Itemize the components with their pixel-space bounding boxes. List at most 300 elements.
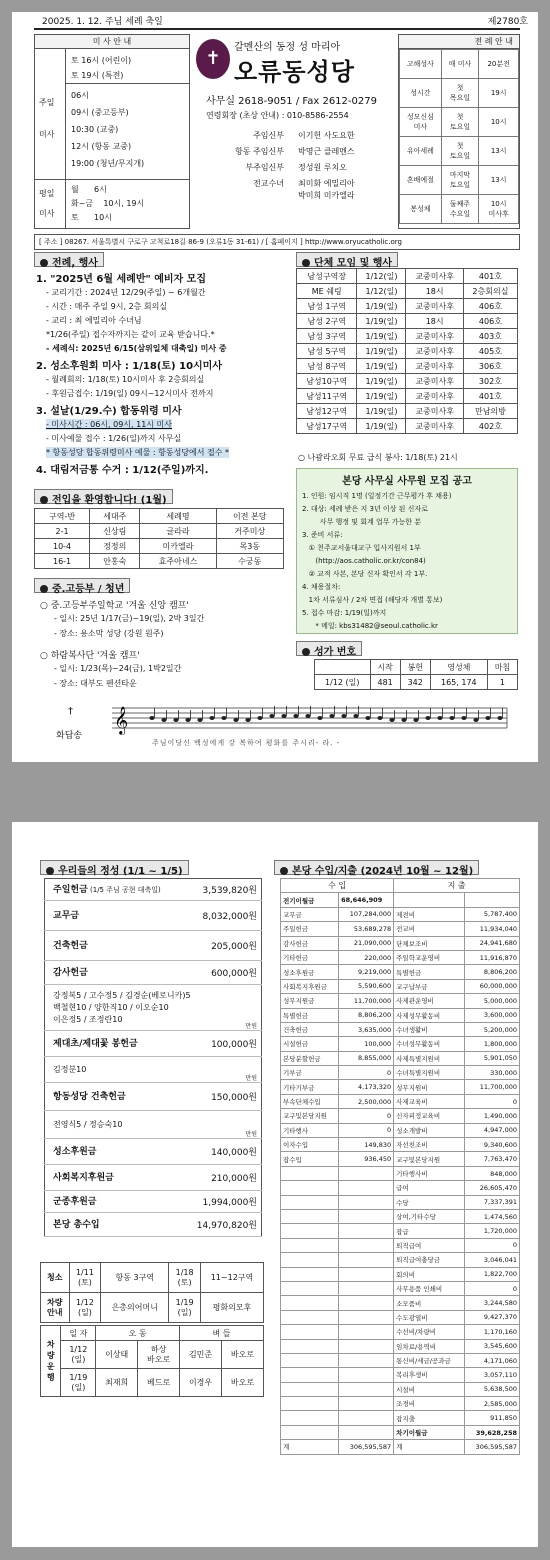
job-notice-line: ② 교적 사본, 본당 신자 확인서 각 1부.: [302, 570, 428, 578]
finance-row: [281, 936, 520, 950]
finance-cell: 21,090,000: [339, 936, 394, 950]
finance-cell: 퇴직급여: [394, 1238, 465, 1252]
finance-cell: 11,700,000: [339, 994, 394, 1008]
rite-row: [400, 79, 519, 108]
car-cell: 최재희: [96, 1369, 138, 1397]
psalm-label: 화답송: [56, 731, 83, 741]
finance-cell: 149,830: [339, 1138, 394, 1152]
finance-cell: 제전비: [394, 907, 465, 921]
sunday-mass-item: 09시 (중고등부): [71, 108, 129, 117]
offering-row: [45, 931, 262, 961]
finance-cell: 11,916,870: [464, 950, 519, 964]
music-note: [329, 714, 334, 718]
finance-row: [281, 1238, 520, 1252]
hymn-header-cell: [315, 660, 371, 675]
weekday-mass-item: 토 10시: [71, 213, 112, 222]
car-label: 차 량 운 행: [41, 1326, 61, 1397]
finance-cell: 수녀특별지원비: [394, 1066, 465, 1080]
finance-cell: 1,822,700: [464, 1267, 519, 1281]
group-cell: 306호: [463, 359, 517, 374]
group-cell: 남성 3구역: [297, 329, 357, 344]
liturgy-item: * 항동성당 합동위령미사 예물 : 항동성당에서 접수 *: [46, 448, 230, 457]
group-cell: 남성구역장: [297, 269, 357, 284]
section-hymn: [296, 641, 362, 656]
finance-cell: 53,689,278: [339, 922, 394, 936]
finance-cell: [281, 1325, 339, 1339]
offering-label: 김정분10: [53, 1064, 87, 1074]
group-cell: 402호: [463, 419, 517, 434]
finance-cell: 성소후원금: [281, 965, 339, 979]
finance-header-income: 수 입: [281, 879, 394, 893]
hymn-header-cell: 봉헌: [400, 660, 430, 675]
welcome-cell: 목3동: [216, 539, 283, 554]
offering-label-cell: [45, 879, 195, 901]
staff-name: 이기헌 사도요한: [298, 131, 355, 140]
car-cell: 하상 바오로: [138, 1341, 180, 1369]
welcome-cell: 효주아네스: [140, 554, 216, 569]
group-cell: 406호: [463, 314, 517, 329]
finance-cell: 9,219,000: [339, 965, 394, 979]
offering-label: 제대초/제대꽃 봉헌금: [53, 1038, 138, 1049]
liturgy-item: - 후원금접수: 1/19(일) 09시~12시미사 전까지: [46, 389, 214, 398]
finance-row: [281, 1267, 520, 1281]
youth-item: - 일시: 25년 1/17(금)~19(일), 2박 3일간: [54, 614, 205, 623]
finance-cell: [339, 1281, 394, 1295]
staff-role: 부주임신부: [245, 163, 284, 172]
music-note: [497, 716, 502, 720]
group-cell: 18시: [406, 284, 463, 299]
finance-row: [281, 1382, 520, 1396]
rite-table: [399, 49, 519, 224]
offering-row: [45, 1165, 262, 1191]
finance-cell: [281, 1281, 339, 1295]
offering-row: [45, 1083, 262, 1111]
offering-value: 150,000원: [195, 1083, 262, 1111]
car-schedule-table: [40, 1325, 264, 1397]
offering-label-cell: [45, 961, 195, 985]
finance-total-row-cell: 계: [394, 1440, 465, 1454]
rite-cell: 성모신심 미사: [400, 108, 442, 137]
finance-table: [280, 878, 520, 1455]
group-cell: 401호: [463, 269, 517, 284]
group-cell: 302호: [463, 374, 517, 389]
finance-cell: [339, 1411, 394, 1425]
address-bar: [ 주소 ] 08267. 서울특별시 구로구 고척로18길 86-9 (오류1동 31-61) / [ 홈페이지 ] http://www.oryucatholic.org: [34, 234, 520, 250]
finance-cell: [281, 1267, 339, 1281]
finance-cell: [339, 1224, 394, 1238]
bullet-icon: [40, 496, 48, 504]
hymn-cell: 1/12 (일): [315, 675, 371, 690]
bullet-icon: [40, 259, 48, 267]
music-note: [161, 718, 166, 722]
group-cell: 남성10구역: [297, 374, 357, 389]
page-2: [12, 822, 538, 1547]
staff-row: [206, 162, 396, 174]
section-offering-title: 우리들의 정성 (1/1 ~ 1/5): [58, 866, 183, 877]
finance-row: [281, 1310, 520, 1324]
music-note: [173, 718, 178, 722]
job-notice-line: 1. 인원: 임시직 1명 (일정기간 근무평가 후 채용): [302, 492, 452, 500]
finance-cell: 교구및본당지원: [394, 1152, 465, 1166]
svg-text:𝄞: 𝄞: [114, 706, 129, 734]
music-note: [293, 714, 298, 718]
psalm-music-staff: [112, 702, 512, 736]
car-cell: 이경우: [180, 1369, 222, 1397]
finance-row: [281, 1224, 520, 1238]
cleaning-row-cell: 11~12구역: [200, 1263, 263, 1293]
music-note: [485, 716, 490, 720]
music-note: [401, 718, 406, 722]
cleaning-row: [41, 1263, 264, 1293]
finance-cell: [281, 1296, 339, 1310]
finance-cell: 교무금: [281, 907, 339, 921]
car-cell: 이상태: [96, 1341, 138, 1369]
car-cell: 바오로: [222, 1369, 264, 1397]
finance-cell: [339, 1353, 394, 1367]
music-note: [317, 716, 322, 720]
usher-row-cell: 평화의모후: [200, 1293, 263, 1323]
music-note: [437, 716, 442, 720]
cleaning-usher-table: [40, 1262, 264, 1323]
finance-row: [281, 922, 520, 936]
music-note: [281, 714, 286, 718]
offering-label: 본당 총수입: [53, 1219, 100, 1230]
finance-row: [281, 1123, 520, 1137]
cleaning-row-cell: 1/11 (토): [69, 1263, 101, 1293]
offering-label: 사회복지후원금: [53, 1172, 114, 1183]
finance-cell: [339, 1339, 394, 1353]
finance-cell: 특별헌금: [281, 1008, 339, 1022]
finance-cell: 퇴직급여충당금: [394, 1253, 465, 1267]
finance-row: [281, 1037, 520, 1051]
finance-cell: 교구납부금: [394, 979, 465, 993]
group-cell: 남성 1구역: [297, 299, 357, 314]
hymn-header-cell: 시작: [370, 660, 400, 675]
job-notice-title: 본당 사무실 사무원 모집 공고: [342, 476, 472, 487]
finance-cell: 수당: [394, 1195, 465, 1209]
welcome-cell: 정정의: [90, 539, 140, 554]
music-note: [197, 718, 202, 722]
group-cell: 1/19(일): [357, 404, 406, 419]
finance-cell: 4,173,320: [339, 1080, 394, 1094]
finance-cell: 911,850: [464, 1411, 519, 1425]
music-note: [389, 718, 394, 722]
rite-cell: 20분전: [479, 50, 519, 79]
group-row: [297, 419, 518, 434]
bullet-icon: [302, 259, 310, 267]
offering-label: 전영식5 / 정승숙10: [53, 1119, 123, 1129]
car-header-row: [41, 1326, 264, 1341]
finance-cell: 잡지출: [394, 1411, 465, 1425]
staff-row: [206, 130, 396, 142]
finance-cell: 60,000,000: [464, 979, 519, 993]
offering-label: 교무금: [53, 910, 80, 921]
car-cell: 베드로: [138, 1369, 180, 1397]
group-cell: 1/19(일): [357, 359, 406, 374]
rite-cell: 고해성사: [400, 50, 442, 79]
offering-sublabel: (1/5 주님 공현 대축일): [87, 885, 161, 894]
finance-carry-label: 전기이월금: [281, 893, 339, 907]
finance-cell: 5,901,050: [464, 1051, 519, 1065]
finance-cell: 5,787,400: [464, 907, 519, 921]
finance-cell: 26,605,470: [464, 1181, 519, 1195]
finance-cell: 조경비: [394, 1397, 465, 1411]
finance-cell: 936,450: [339, 1152, 394, 1166]
rite-cell: 마지막 토요일: [441, 166, 479, 195]
music-note: [461, 716, 466, 720]
rite-header: 전 례 안 내: [399, 35, 519, 49]
finance-cell: [281, 1397, 339, 1411]
section-liturgy-title: 전례, 행사: [52, 258, 98, 269]
rite-cell: 19시: [479, 79, 519, 108]
finance-row: [281, 1051, 520, 1065]
offering-label: 주일헌금: [53, 884, 88, 895]
welcome-table: [34, 508, 284, 569]
church-name: 오류동성당: [234, 58, 355, 86]
sunday-mass-item: 06시: [71, 91, 89, 100]
group-cell: 1/19(일): [357, 314, 406, 329]
finance-row: [281, 950, 520, 964]
section-finance: [274, 860, 479, 875]
finance-cell: 복리후생비: [394, 1368, 465, 1382]
bulletin-date: 20025. 1. 12. 주님 세례 축일: [42, 17, 163, 27]
finance-cell: 임차료/용역비: [394, 1339, 465, 1353]
music-note: [209, 716, 214, 720]
finance-row: [281, 1138, 520, 1152]
mass-info-box: [34, 34, 190, 229]
finance-row: [281, 1008, 520, 1022]
finance-cell: 1,474,560: [464, 1209, 519, 1223]
hymn-table: [314, 659, 518, 690]
finance-cell: 2,500,000: [339, 1094, 394, 1108]
music-note: [341, 714, 346, 718]
finance-cell: [339, 1310, 394, 1324]
offering-row: [45, 1139, 262, 1165]
finance-cell: 11,700,000: [464, 1080, 519, 1094]
job-notice-line: ① 천주교서울대교구 입사지원서 1부: [302, 544, 421, 552]
finance-row: [281, 1166, 520, 1180]
liturgy-item: - 시간 : 매주 주일 9시, 2층 회의실: [46, 302, 168, 311]
finance-cell: [339, 1397, 394, 1411]
finance-cell: 이자수입: [281, 1138, 339, 1152]
offering-label-cell: [45, 1165, 195, 1191]
weekday-label: 평일: [39, 189, 55, 198]
finance-cell: 11,934,040: [464, 922, 519, 936]
sunday-mass-item: 10:30 (교중): [71, 125, 119, 134]
finance-row: [281, 994, 520, 1008]
finance-cell: 건축헌금: [281, 1022, 339, 1036]
finance-cell: [281, 1181, 339, 1195]
job-notice-line: 4. 채용절차:: [302, 583, 341, 591]
mass-header: 미 사 안 내: [35, 35, 189, 49]
finance-cell: 8,855,000: [339, 1051, 394, 1065]
finance-row: [281, 1296, 520, 1310]
offering-value: 만원: [195, 985, 262, 1031]
offering-value: 만원: [195, 1111, 262, 1139]
saturday-mass-item: 토 16시 (어린이): [71, 56, 132, 65]
offering-label: 강정복5 / 고수정5 / 김경순(베로니카)5 백철현10 / 양한직10 / 이오순10 이은정5 / 조정란10: [53, 990, 191, 1024]
liturgy-item: - 월례회의: 1/18(토) 10시미사 후 2층회의실: [46, 375, 205, 384]
finance-cell: [339, 1181, 394, 1195]
finance-row: [281, 1397, 520, 1411]
finance-cell: 사제특별지원비: [394, 1051, 465, 1065]
offering-label-cell: [45, 1191, 195, 1213]
weekday-mass-label: 미사: [39, 209, 55, 218]
rite-cell: 혼배예절: [400, 166, 442, 195]
hymn-cell: 1: [487, 675, 517, 690]
offering-label: 항동성당 건축헌금: [53, 1091, 126, 1102]
finance-cell: 0: [464, 1094, 519, 1108]
finance-cell: 1,170,160: [464, 1325, 519, 1339]
finance-cell: 4,171,060: [464, 1353, 519, 1367]
group-cell: 1/19(일): [357, 344, 406, 359]
group-cell: ME 쉐링: [297, 284, 357, 299]
cross-icon: †: [68, 706, 73, 717]
cleaning-row-cell: 청소: [41, 1263, 70, 1293]
offering-value: 8,032,000원: [195, 901, 262, 931]
group-row: [297, 344, 518, 359]
finance-empty: [394, 893, 465, 907]
group-cell: 405호: [463, 344, 517, 359]
usher-row: [41, 1293, 264, 1323]
music-note: [221, 716, 226, 720]
section-finance-title: 본당 수입/지출 (2024년 10월 ~ 12월): [292, 866, 474, 877]
finance-cell: 통신비/세금/공과금: [394, 1353, 465, 1367]
music-note: [473, 718, 478, 722]
finance-cell: 0: [339, 1109, 394, 1123]
finance-cell: 수도광열비: [394, 1310, 465, 1324]
finance-cell: 사회복지후원금: [281, 979, 339, 993]
finance-header-row: [281, 879, 520, 893]
finance-cell: 7,763,470: [464, 1152, 519, 1166]
offering-label: 건축헌금: [53, 940, 88, 951]
offering-label-cell: [45, 1111, 195, 1139]
offering-label-cell: [45, 1031, 195, 1057]
welcome-cell: 신상림: [90, 524, 140, 539]
finance-cell: 8,806,200: [339, 1008, 394, 1022]
finance-cell: 성무지원금: [281, 994, 339, 1008]
rite-cell: 둘째주 수요일: [441, 195, 479, 224]
finance-cell: 소모품비: [394, 1296, 465, 1310]
welcome-row: [35, 524, 284, 539]
finance-row: [281, 1152, 520, 1166]
music-note: [233, 718, 238, 722]
finance-next-row-cell: 39,628,258: [464, 1425, 519, 1439]
finance-cell: 사제관운영비: [394, 994, 465, 1008]
finance-row: [281, 1094, 520, 1108]
finance-row: [281, 1339, 520, 1353]
finance-cell: 3,244,580: [464, 1296, 519, 1310]
finance-cell: [281, 1411, 339, 1425]
rite-row: [400, 166, 519, 195]
finance-cell: 상여,기타수당: [394, 1209, 465, 1223]
finance-cell: 3,057,110: [464, 1368, 519, 1382]
finance-total-row-cell: 계: [281, 1440, 339, 1454]
finance-cell: 기타헌금: [281, 950, 339, 964]
usher-row-cell: 1/12 (일): [69, 1293, 101, 1323]
job-notice-line: * 메일: kbs31482@seoul.catholic.kr: [302, 622, 438, 630]
hymn-header-cell: 영성체: [430, 660, 487, 675]
group-row: [297, 269, 518, 284]
staff-role: 주임신부: [253, 131, 284, 140]
finance-cell: 8,806,200: [464, 965, 519, 979]
issue-number: 제2780호: [487, 17, 528, 27]
finance-row: [281, 1080, 520, 1094]
finance-cell: 주일학교운영비: [394, 950, 465, 964]
group-cell: 교중미사후: [406, 404, 463, 419]
finance-next-row-cell: [339, 1425, 394, 1439]
office-phone: 사무실 2618-9051 / Fax 2612-0279: [206, 96, 377, 107]
liturgy-item: 2. 성소후원회 미사 : 1/18(토) 10시미사: [36, 361, 223, 372]
finance-cell: 수선비/차량비: [394, 1325, 465, 1339]
job-notice-line: 3. 준비 서류:: [302, 531, 343, 539]
welcome-cell: 글라라: [140, 524, 216, 539]
finance-cell: 감사헌금: [281, 936, 339, 950]
group-cell: 1/12(일): [357, 269, 406, 284]
usher-row-cell: 1/19 (일): [169, 1293, 201, 1323]
finance-row: [281, 1181, 520, 1195]
section-welcome: [34, 489, 173, 504]
section-offering: [40, 860, 189, 875]
offering-label-cell: [45, 985, 195, 1031]
cleaning-row-cell: 항동 3구역: [101, 1263, 169, 1293]
offering-row: [45, 985, 262, 1031]
finance-cell: 220,000: [339, 950, 394, 964]
finance-cell: 급여: [394, 1181, 465, 1195]
staff-role: 항동 주임신부: [235, 147, 284, 156]
music-note: [245, 718, 250, 722]
music-note: [413, 718, 418, 722]
finance-cell: [339, 1166, 394, 1180]
section-youth-title: 중.고등부 / 청년: [52, 584, 125, 595]
music-note: [305, 714, 310, 718]
finance-cell: 사무용품 인쇄비: [394, 1281, 465, 1295]
finance-cell: 1,720,000: [464, 1224, 519, 1238]
finance-cell: 잡수입: [281, 1152, 339, 1166]
group-row: [297, 374, 518, 389]
group-cell: 교중미사후: [406, 389, 463, 404]
rite-cell: 첫 토요일: [441, 137, 479, 166]
music-note: [425, 716, 430, 720]
weekday-mass-item: 화~금 10시, 19시: [71, 199, 145, 208]
staff-name: 정성원 루치오: [298, 163, 347, 172]
bullet-icon: [46, 867, 54, 875]
staff-name: 박명근 클레멘스: [298, 147, 355, 156]
finance-total-row-cell: 306,595,587: [339, 1440, 394, 1454]
rite-cell: 13시: [479, 137, 519, 166]
car-header-cell: 일 자: [61, 1326, 96, 1341]
group-cell: 403호: [463, 329, 517, 344]
finance-cell: 기타행사: [281, 1123, 339, 1137]
council-phone: 연령회장 (초상 안내) : 010-8586-2554: [206, 111, 349, 120]
rite-cell: 성시간: [400, 79, 442, 108]
music-note: [257, 716, 262, 720]
finance-total-row-cell: 306,595,587: [464, 1440, 519, 1454]
finance-cell: 기타행사비: [394, 1166, 465, 1180]
finance-cell: [339, 1195, 394, 1209]
finance-cell: 9,340,600: [464, 1138, 519, 1152]
offering-label-cell: [45, 901, 195, 931]
rite-cell: 봉성체: [400, 195, 442, 224]
welcome-header-cell: 구역-반: [35, 509, 90, 524]
rite-row: [400, 50, 519, 79]
page-1: [12, 12, 538, 762]
offering-value: 3,539,820원: [195, 879, 262, 901]
welcome-header-cell: 이전 본당: [216, 509, 283, 524]
finance-row: [281, 907, 520, 921]
finance-row: [281, 1195, 520, 1209]
finance-row: [281, 1411, 520, 1425]
